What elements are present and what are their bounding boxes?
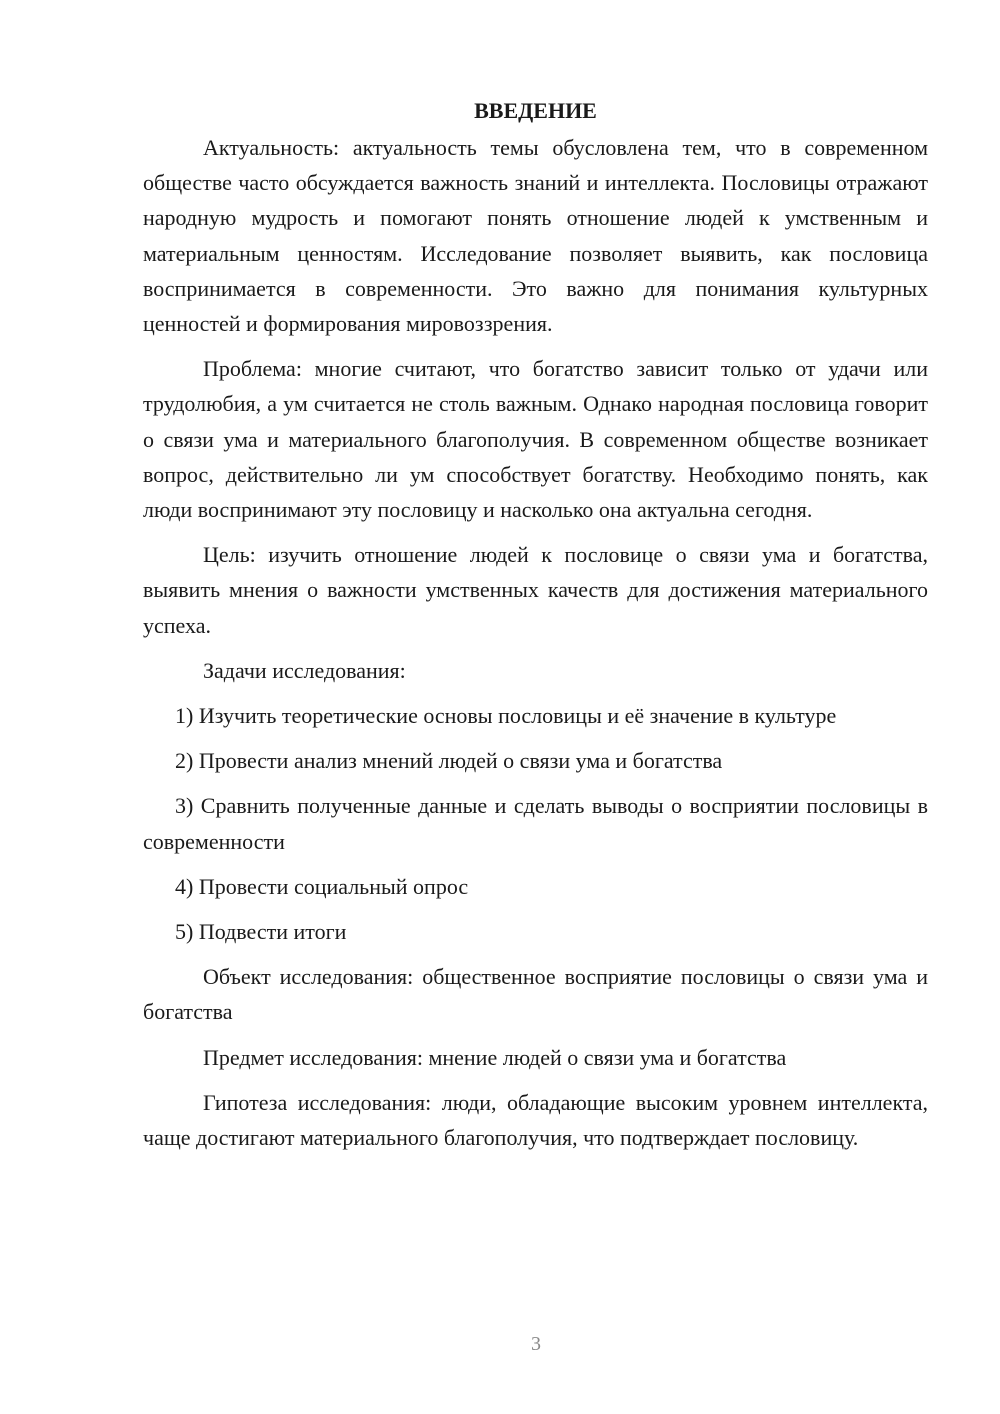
tasks-list (143, 698, 928, 949)
relevance-paragraph: Актуальность: актуальность темы обусловлена тем, что в современном обществе часто обсуждается важность знаний и интеллекта. Пословицы отражают народную мудрость и помогают понять отношение людей к умственным и материальным ценностям. Исследование позволяет выявить, как пословица воспринимается в современности. Это важно для понимания культурных ценностей и формирования мировоззрения. (143, 135, 928, 337)
goal-paragraph: Цель: изучить отношение людей к пословице о связи ума и богатства, выявить мнения о важности умственных качеств для достижения материального успеха. (143, 542, 928, 638)
task-item-2: 2) Провести анализ мнений людей о связи ума и богатства (175, 748, 723, 774)
document-page (143, 93, 928, 1165)
task-item-1: 1) Изучить теоретические основы пословицы и её значение в культуре (175, 703, 837, 729)
task-item-3: 3) Сравнить полученные данные и сделать выводы о восприятии пословицы в современности (143, 793, 928, 854)
task-item-5: 5) Подвести итоги (175, 919, 347, 945)
page-number: 3 (531, 1333, 541, 1355)
object-paragraph: Объект исследования: общественное восприятие пословицы о связи ума и богатства (143, 964, 928, 1025)
tasks-title: Задачи исследования: (203, 657, 406, 683)
subject-paragraph: Предмет исследования: мнение людей о связи ума и богатства (203, 1044, 787, 1070)
section-heading: ВВЕДЕНИЕ (474, 98, 597, 123)
problem-paragraph: Проблема: многие считают, что богатство зависит только от удачи или трудолюбия, а ум считается не столь важным. Однако народная пословица говорит о связи ума и материального благополучия. В современном обществе возникает вопрос, действительно ли ум способствует богатству. Необходимо понять, как люди воспринимают эту пословицу и насколько она актуальна сегодня. (143, 356, 928, 523)
hypothesis-paragraph: Гипотеза исследования: люди, обладающие высоким уровнем интеллекта, чаще достигают материального благополучия, что подтверждает пословицу. (143, 1089, 928, 1151)
task-item-4: 4) Провести социальный опрос (175, 873, 469, 899)
